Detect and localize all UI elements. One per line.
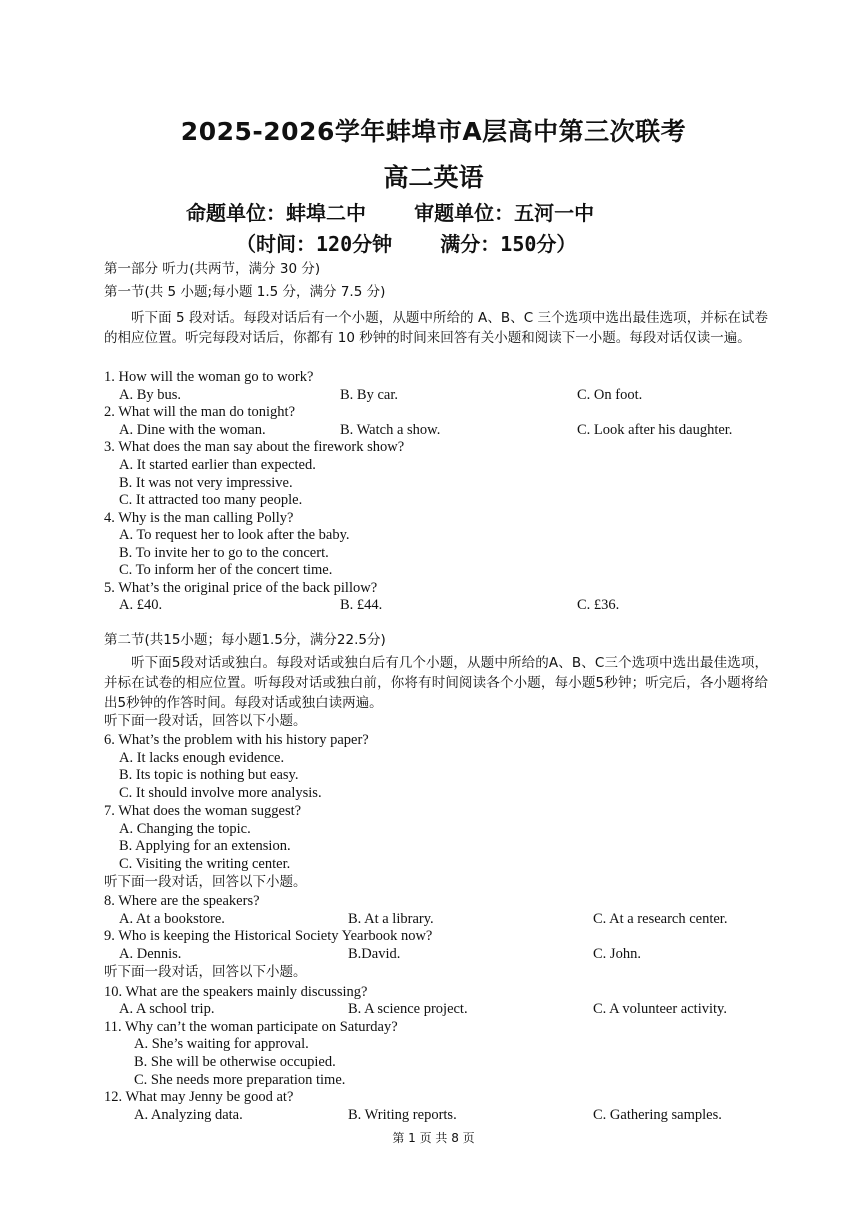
q1-option-c: C. On foot. (577, 387, 643, 403)
exam-units: 命题单位：蚌埠二中 审题单位：五河一中 (186, 201, 595, 225)
question-7: 7. What does the woman suggest? (104, 803, 302, 819)
section1-instructions: 听下面 5 段对话。每段对话后有一个小题，从题中所给的 A、B、C 三个选项中选出最佳选项，并标在试卷的相应位置。听完每段对话后，你都有 10 秒钟的时间来回答有关小题和阅读下一小题。每段对话仅读一遍。 (104, 310, 768, 346)
q6-option-a: A. It lacks enough evidence. (119, 750, 285, 766)
listen-prompt-3: 听下面一段对话，回答以下小题。 (104, 964, 307, 980)
q4-option-a: A. To request her to look after the baby. (119, 527, 350, 543)
section1-heading: 第一节(共 5 小题;每小题 1.5 分，满分 7.5 分) (104, 284, 386, 300)
q5-option-c: C. £36. (577, 597, 620, 613)
q7-option-c: C. Visiting the writing center. (119, 856, 291, 872)
q9-option-c: C. John. (593, 946, 641, 962)
q10-option-a: A. A school trip. (119, 1001, 215, 1017)
exam-title: 2025-2026学年蚌埠市A层高中第三次联考 (180, 117, 687, 146)
q6-option-c: C. It should involve more analysis. (119, 785, 322, 801)
exam-time-score: （时间：120分钟 满分：150分） (236, 232, 577, 256)
q11-option-c: C. She needs more preparation time. (134, 1072, 346, 1088)
question-8: 8. Where are the speakers? (104, 893, 260, 909)
exam-subject: 高二英语 (383, 163, 484, 192)
q2-option-c: C. Look after his daughter. (577, 422, 733, 438)
question-3: 3. What does the man say about the firework show? (104, 439, 405, 455)
q12-option-c: C. Gathering samples. (593, 1107, 722, 1123)
part1-heading: 第一部分 听力(共两节，满分 30 分) (104, 261, 321, 277)
listen-prompt-1: 听下面一段对话，回答以下小题。 (104, 713, 307, 729)
q7-option-a: A. Changing the topic. (119, 821, 251, 837)
q4-option-c: C. To inform her of the concert time. (119, 562, 333, 578)
q10-option-c: C. A volunteer activity. (593, 1001, 727, 1017)
question-2: 2. What will the man do tonight? (104, 404, 296, 420)
section2-heading: 第二节(共15小题；每小题1.5分，满分22.5分) (104, 632, 386, 648)
q5-option-a: A. £40. (119, 597, 163, 613)
section2-instructions: 听下面5段对话或独白。每段对话或独白后有几个小题，从题中所给的A、B、C三个选项中选出最佳选项，并标在试卷的相应位置。听每段对话或独白前，你将有时间阅读各个小题，每小题5秒钟；听完后，各小题将给出5秒钟的作答时间。每段对话或独白读两遍。 (104, 655, 768, 711)
q8-option-c: C. At a research center. (593, 911, 728, 927)
question-10: 10. What are the speakers mainly discussing? (104, 984, 368, 1000)
question-9: 9. Who is keeping the Historical Society Yearbook now? (104, 928, 433, 944)
question-4: 4. Why is the man calling Polly? (104, 510, 294, 526)
q3-option-b: B. It was not very impressive. (119, 475, 293, 491)
q6-option-b: B. Its topic is nothing but easy. (119, 767, 299, 783)
page-footer: 第 1 页 共 8 页 (392, 1131, 475, 1145)
q2-option-b: B. Watch a show. (340, 422, 441, 438)
q4-option-b: B. To invite her to go to the concert. (119, 545, 329, 561)
question-12: 12. What may Jenny be good at? (104, 1089, 294, 1105)
q9-option-a: A. Dennis. (119, 946, 182, 962)
q8-option-a: A. At a bookstore. (119, 911, 225, 927)
q1-option-b: B. By car. (340, 387, 398, 403)
q12-option-b: B. Writing reports. (348, 1107, 457, 1123)
q3-option-c: C. It attracted too many people. (119, 492, 303, 508)
q8-option-b: B. At a library. (348, 911, 434, 927)
q7-option-b: B. Applying for an extension. (119, 838, 291, 854)
q11-option-a: A. She’s waiting for approval. (134, 1036, 309, 1052)
question-11: 11. Why can’t the woman participate on Saturday? (104, 1019, 398, 1035)
q3-option-a: A. It started earlier than expected. (119, 457, 316, 473)
q12-option-a: A. Analyzing data. (134, 1107, 243, 1123)
question-1: 1. How will the woman go to work? (104, 369, 314, 385)
question-5: 5. What’s the original price of the back pillow? (104, 580, 378, 596)
question-6: 6. What’s the problem with his history paper? (104, 732, 369, 748)
q11-option-b: B. She will be otherwise occupied. (134, 1054, 336, 1070)
q9-option-b: B.David. (348, 946, 401, 962)
listen-prompt-2: 听下面一段对话，回答以下小题。 (104, 874, 307, 890)
q2-option-a: A. Dine with the woman. (119, 422, 266, 438)
q10-option-b: B. A science project. (348, 1001, 468, 1017)
q5-option-b: B. £44. (340, 597, 383, 613)
q1-option-a: A. By bus. (119, 387, 182, 403)
